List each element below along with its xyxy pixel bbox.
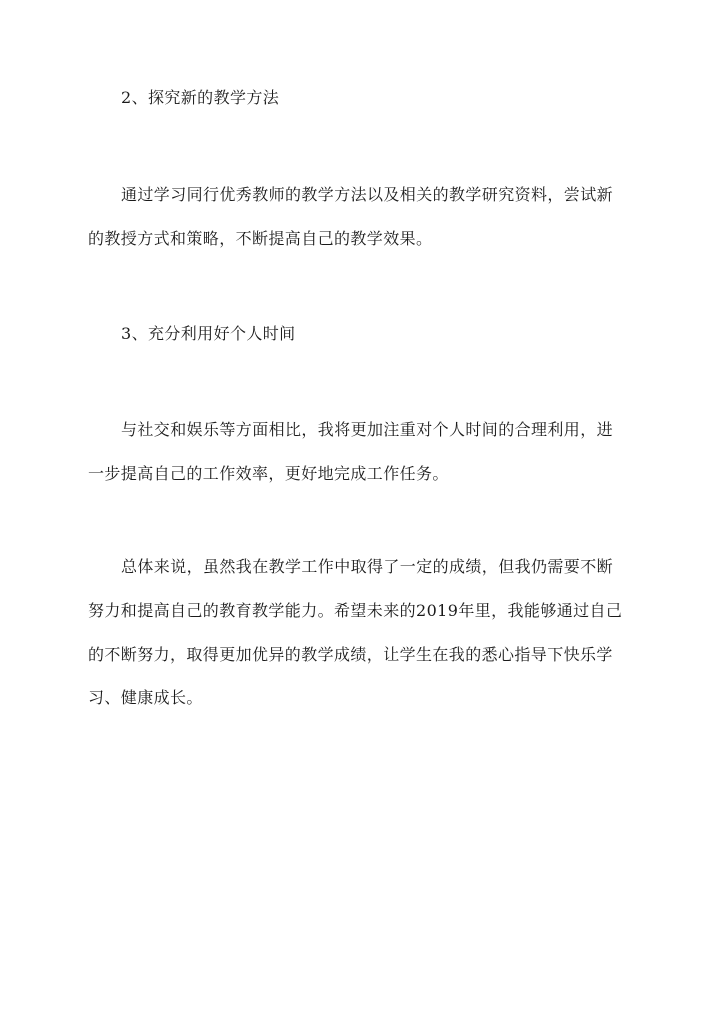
paragraph-1-line-2: 的教授方式和策略，不断提高自己的教学效果。 <box>88 229 433 248</box>
section-heading-2: 2、探究新的教学方法 <box>121 88 280 107</box>
paragraph-1-line-1: 通过学习同行优秀教师的教学方法以及相关的教学研究资料，尝试新 <box>121 185 614 204</box>
section-heading-3: 3、充分利用好个人时间 <box>121 324 296 343</box>
paragraph-3-line-1: 总体来说，虽然我在教学工作中取得了一定的成绩，但我仍需要不断 <box>121 557 614 576</box>
paragraph-2-line-2: 一步提高自己的工作效率，更好地完成工作任务。 <box>88 464 449 483</box>
paragraph-3-line-2: 努力和提高自己的教育教学能力。希望未来的2019年里，我能够通过自己 <box>88 601 623 620</box>
paragraph-2-line-1: 与社交和娱乐等方面相比，我将更加注重对个人时间的合理利用，进 <box>121 420 614 439</box>
paragraph-3-line-3: 的不断努力，取得更加优异的教学成绩，让学生在我的悉心指导下快乐学 <box>88 645 613 664</box>
paragraph-3-line-4: 习、健康成长。 <box>88 688 203 707</box>
